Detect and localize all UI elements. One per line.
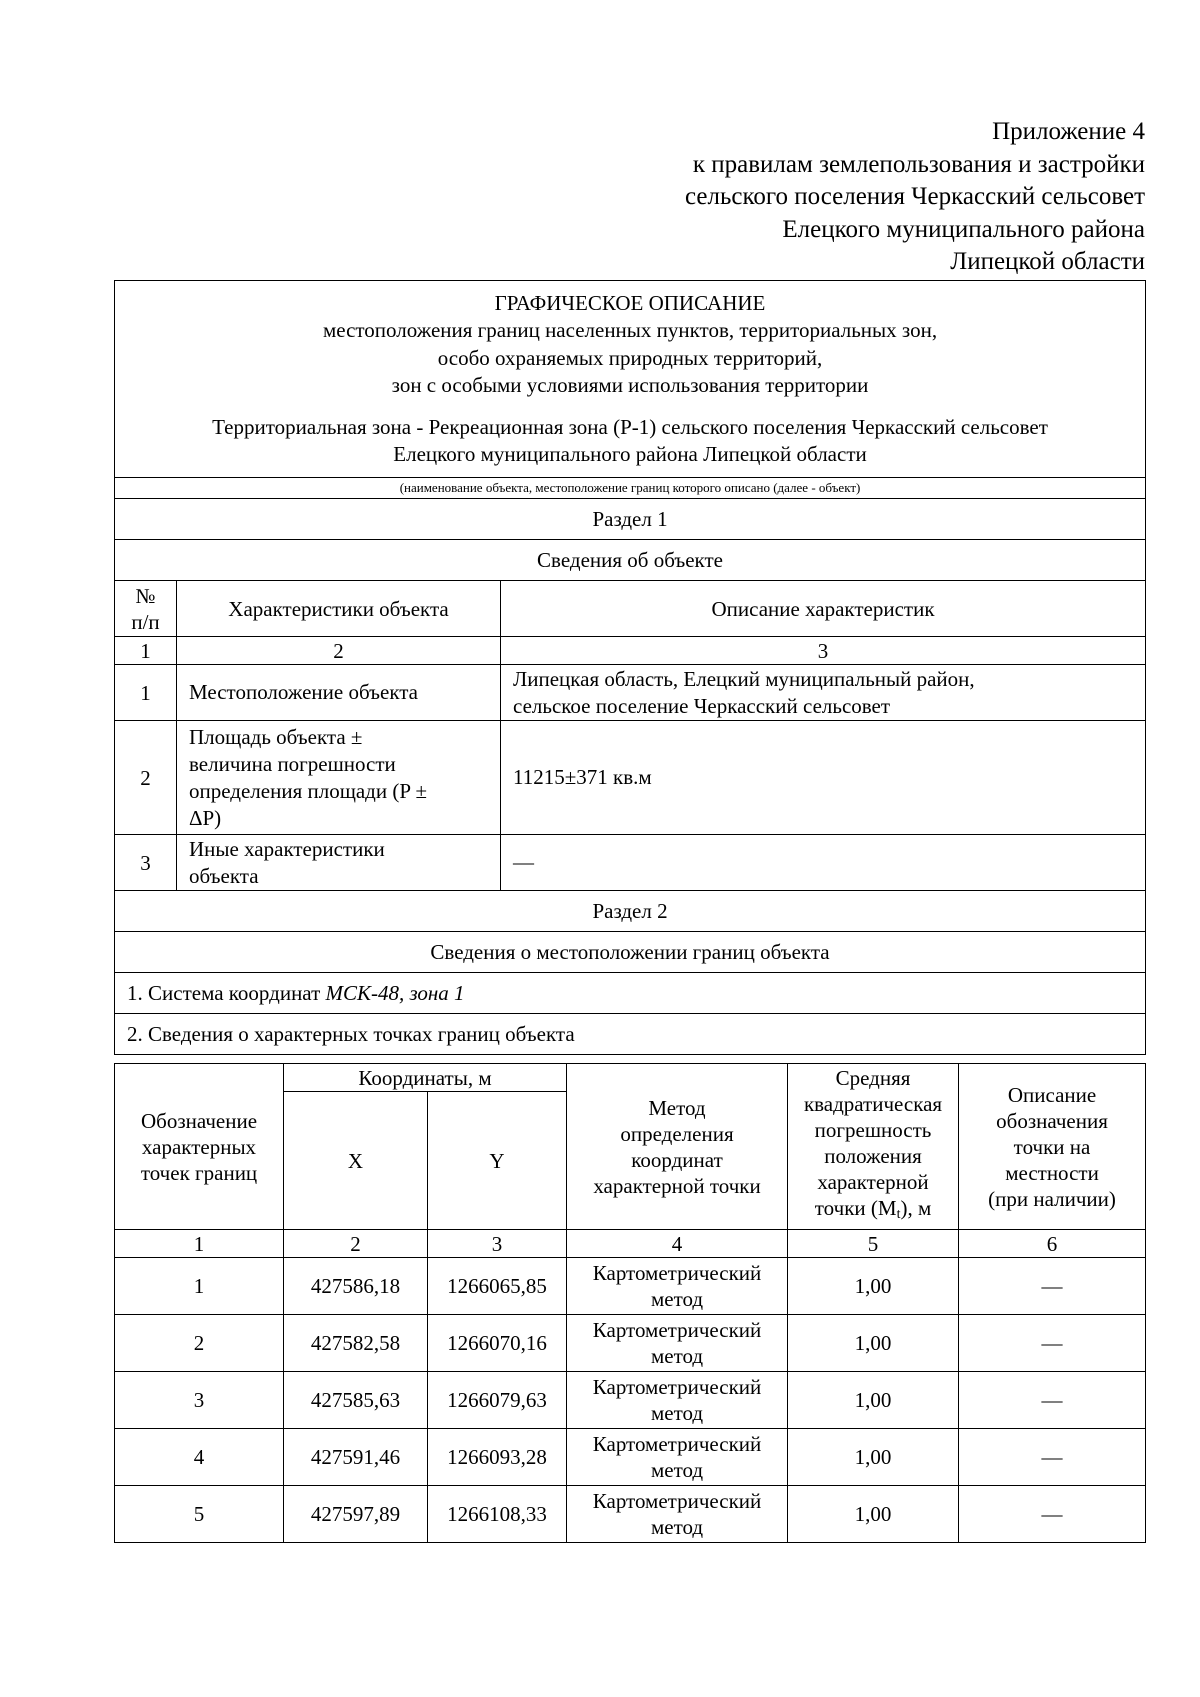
point-error: 1,00	[788, 1429, 959, 1486]
header-text: точки на	[1013, 1134, 1091, 1159]
point-method: Картометрический метод	[567, 1429, 788, 1486]
header-text: точек границ	[140, 1160, 258, 1185]
point-x: 427591,46	[284, 1429, 428, 1486]
point-y: 1266065,85	[428, 1258, 567, 1315]
col-header-number	[115, 581, 177, 637]
table-row	[115, 721, 1146, 835]
point-x: 427582,58	[284, 1315, 428, 1372]
number-sign: №	[135, 583, 156, 608]
section1-subtitle: Сведения об объекте	[115, 540, 1146, 581]
point-error: 1,00	[788, 1258, 959, 1315]
header-text: Описание	[1007, 1082, 1097, 1107]
header-line: сельского поселения Черкасский сельсовет	[684, 183, 1145, 210]
point-y: 1266093,28	[428, 1429, 567, 1486]
characteristic-text: Иные характеристики	[189, 836, 385, 861]
point-x: 427586,18	[284, 1258, 428, 1315]
table-row	[115, 1486, 1146, 1543]
characteristic-cell	[177, 721, 501, 835]
characteristic-text: Местоположение объекта	[189, 680, 419, 704]
col-number: 3	[501, 637, 1146, 665]
coord-system-prefix: 1. Система координат	[127, 981, 326, 1005]
object-info-table	[114, 280, 1146, 1055]
header-text: характерной	[817, 1170, 929, 1194]
table-row	[115, 1258, 1146, 1315]
table-row	[115, 1429, 1146, 1486]
point-x: 427585,63	[284, 1372, 428, 1429]
col-number: 2	[177, 637, 501, 665]
row-number: 2	[115, 721, 177, 835]
header-coordinates: Координаты, м	[284, 1064, 567, 1092]
header-designation	[115, 1064, 284, 1230]
header-text: характерных	[141, 1134, 257, 1159]
point-error: 1,00	[788, 1315, 959, 1372]
empty-dash: —	[513, 850, 534, 874]
table-row	[115, 835, 1146, 891]
point-method: Картометрический метод	[567, 1372, 788, 1429]
header-line: к правилам землепользования и застройки	[692, 150, 1145, 178]
characteristic-text: объекта	[189, 863, 259, 888]
characteristic-text: Площадь объекта ±	[189, 724, 363, 749]
point-description: —	[959, 1486, 1146, 1543]
header-line: Елецкого муниципального района	[782, 215, 1145, 243]
section1-label: Раздел 1	[115, 499, 1146, 540]
header-x: X	[284, 1092, 428, 1230]
point-error: 1,00	[788, 1486, 959, 1543]
header-text: характерной точки	[593, 1173, 761, 1198]
header-point-description	[959, 1064, 1146, 1230]
header-line: Липецкой области	[950, 248, 1145, 275]
characteristic-cell	[177, 665, 501, 721]
area-value: 11215±371 кв.м	[513, 765, 652, 789]
description-text: Липецкая область, Елецкий муниципальный район,	[513, 666, 975, 691]
object-name-line: Территориальная зона - Рекреационная зона (Р-1) сельского поселения Черкасский сельсовет	[212, 414, 1048, 439]
header-text: координат	[631, 1147, 723, 1172]
boundary-points-table	[114, 1063, 1146, 1543]
description-cell	[501, 835, 1146, 891]
object-name-note: (наименование объекта, местоположение границ которого описано (далее - объект)	[115, 478, 1146, 499]
document-title	[115, 281, 1146, 478]
header-text: (при наличии)	[988, 1186, 1116, 1211]
col-number: 1	[115, 1230, 284, 1258]
point-id: 5	[115, 1486, 284, 1543]
coordinate-system	[115, 973, 1146, 1014]
header-text: положения	[824, 1144, 922, 1168]
title-line: местоположения границ населенных пунктов, территориальных зон,	[322, 318, 938, 342]
point-id: 3	[115, 1372, 284, 1429]
title-heading: ГРАФИЧЕСКОЕ ОПИСАНИЕ	[494, 290, 766, 315]
coord-system-value: МСК-48, зона 1	[325, 981, 465, 1005]
points-title: 2. Сведения о характерных точках границ объекта	[115, 1014, 1146, 1055]
col-header-description: Описание характеристик	[501, 581, 1146, 637]
header-line: Приложение 4	[992, 118, 1145, 145]
row-number: 1	[115, 665, 177, 721]
header-y: Y	[428, 1092, 567, 1230]
col-header-characteristic: Характеристики объекта	[177, 581, 501, 637]
point-description: —	[959, 1429, 1146, 1486]
characteristic-text: величина погрешности	[189, 751, 396, 776]
title-line: зон с особыми условиями использования территории	[391, 373, 869, 397]
col-number: 5	[788, 1230, 959, 1258]
appendix-header	[600, 116, 1145, 279]
point-id: 4	[115, 1429, 284, 1486]
description-text: сельское поселение Черкасский сельсовет	[513, 693, 891, 718]
col-number: 3	[428, 1230, 567, 1258]
header-text: обозначения	[996, 1108, 1108, 1133]
description-cell	[501, 721, 1146, 835]
col-number: 2	[284, 1230, 428, 1258]
header-text: Метод	[648, 1095, 706, 1120]
point-method: Картометрический метод	[567, 1258, 788, 1315]
table-row	[115, 665, 1146, 721]
header-text: Средняя	[835, 1066, 911, 1090]
characteristic-text: ΔP)	[189, 805, 222, 830]
point-y: 1266070,16	[428, 1315, 567, 1372]
header-text: точки $(M_t)$, м	[814, 1196, 932, 1222]
col-number: 6	[959, 1230, 1146, 1258]
header-text: определения	[620, 1121, 734, 1146]
point-description: —	[959, 1315, 1146, 1372]
point-method: Картометрический метод	[567, 1315, 788, 1372]
point-error: 1,00	[788, 1372, 959, 1429]
point-description: —	[959, 1258, 1146, 1315]
header-text: погрешность	[814, 1118, 932, 1142]
number-abbrev: п/п	[131, 609, 160, 634]
table-row	[115, 1372, 1146, 1429]
header-text: Обозначение	[140, 1108, 258, 1133]
title-line: особо охраняемых природных территорий,	[437, 345, 823, 370]
characteristic-cell	[177, 835, 501, 891]
row-number: 3	[115, 835, 177, 891]
description-cell	[501, 665, 1146, 721]
header-text: квадратическая	[803, 1092, 943, 1116]
object-name-line: Елецкого муниципального района Липецкой области	[393, 442, 867, 466]
col-number: 1	[115, 637, 177, 665]
header-method	[567, 1064, 788, 1230]
table-row	[115, 1315, 1146, 1372]
col-number: 4	[567, 1230, 788, 1258]
point-y: 1266079,63	[428, 1372, 567, 1429]
point-method: Картометрический метод	[567, 1486, 788, 1543]
header-error	[788, 1064, 959, 1230]
point-x: 427597,89	[284, 1486, 428, 1543]
point-id: 2	[115, 1315, 284, 1372]
section2-subtitle: Сведения о местоположении границ объекта	[115, 932, 1146, 973]
point-description: —	[959, 1372, 1146, 1429]
point-id: 1	[115, 1258, 284, 1315]
section2-label: Раздел 2	[115, 891, 1146, 932]
header-text: местности	[1005, 1160, 1099, 1185]
point-y: 1266108,33	[428, 1486, 567, 1543]
characteristic-text: определения площади (P ±	[189, 778, 428, 803]
